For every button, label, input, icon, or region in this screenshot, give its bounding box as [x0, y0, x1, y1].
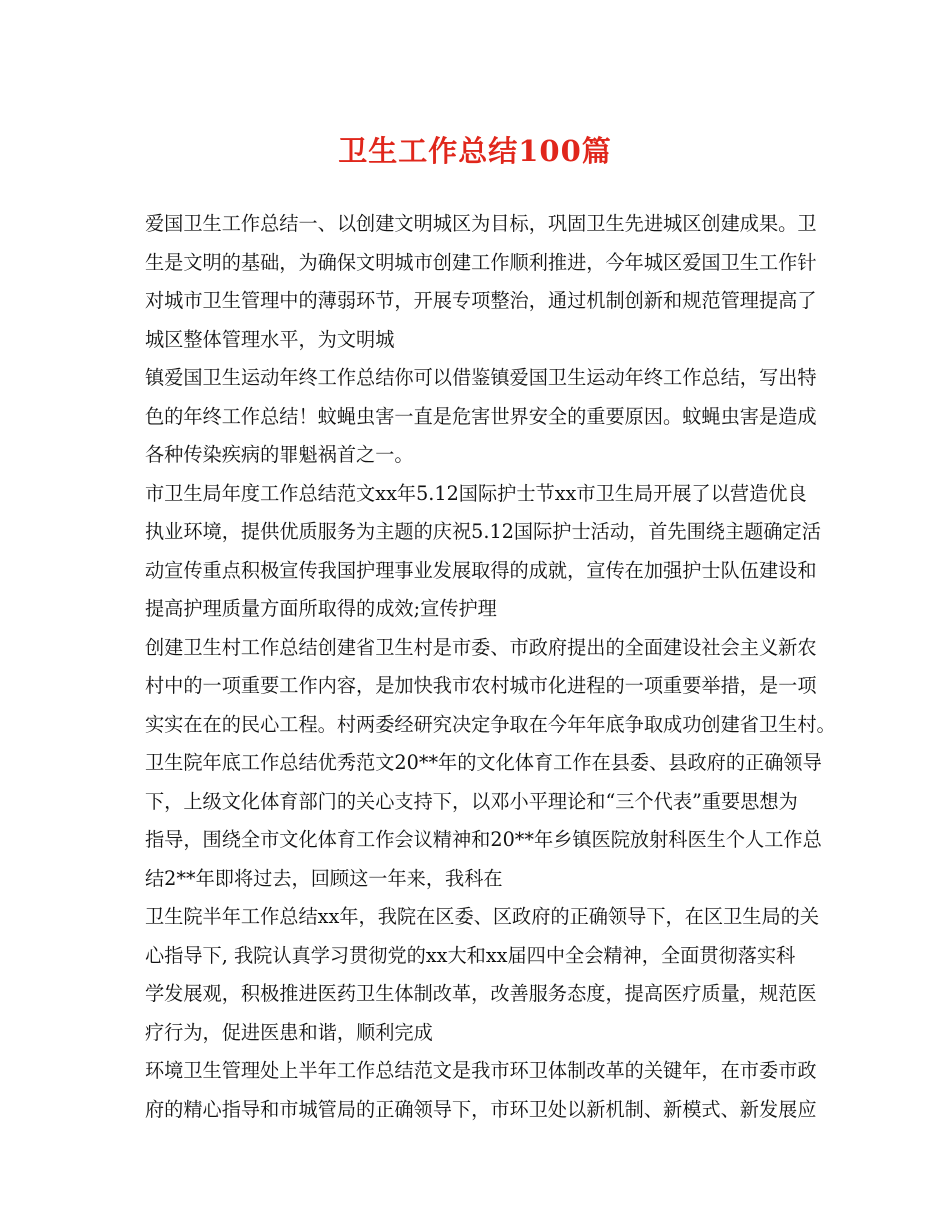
body-line: 对城市卫生管理中的薄弱环节，开展专项整治，通过机制创新和规范管理提高了	[145, 289, 817, 312]
body-line: 爱国卫生工作总结一、以创建文明城区为目标，巩固卫生先进城区创建成果。卫	[145, 212, 817, 235]
body-line: 结2**年即将过去，回顾这一年来，我科在	[145, 866, 503, 890]
body-line: 各种传染疾病的罪魁祸首之一。	[145, 443, 414, 466]
body-line: 卫生院半年工作总结xx年，我院在区委、区政府的正确领导下，在区卫生局的关	[145, 905, 820, 928]
body-line: 指导，围绕全市文化体育工作会议精神和20**年乡镇医院放射科医生个人工作总	[145, 828, 822, 851]
body-line: 创建卫生村工作总结创建省卫生村是市委、市政府提出的全面建设社会主义新农	[145, 635, 817, 659]
body-line: 府的精心指导和市城管局的正确领导下，市环卫处以新机制、新模式、新发展应	[145, 1097, 817, 1121]
body-line: 学发展观，积极推进医药卫生体制改革，改善服务态度，提高医疗质量，规范医	[145, 982, 817, 1005]
body-line: 心指导下, 我院认真学习贯彻党的xx大和xx届四中全会精神，全面贯彻落实科	[145, 943, 796, 967]
body-line: 提高护理质量方面所取得的成效;宣传护理	[145, 597, 497, 620]
body-line: 实实在在的民心工程。村两委经研究决定争取在今年年底争取成功创建省卫生村。	[145, 712, 836, 736]
document-title: 卫生工作总结100篇	[338, 134, 612, 168]
body-line: 动宣传重点积极宣传我国护理事业发展取得的成就，宣传在加强护士队伍建设和	[145, 558, 817, 582]
body-line: 环境卫生管理处上半年工作总结范文是我市环卫体制改革的关键年，在市委市政	[145, 1059, 817, 1082]
body-line: 镇爱国卫生运动年终工作总结你可以借鉴镇爱国卫生运动年终工作总结，写出特	[145, 366, 817, 389]
body-line: 执业环境，提供优质服务为主题的庆祝5.12国际护士活动，首先围绕主题确定活	[145, 520, 821, 543]
body-line: 色的年终工作总结！蚊蝇虫害一直是危害世界安全的重要原因。蚊蝇虫害是造成	[145, 404, 817, 428]
body-line: 生是文明的基础，为确保文明城市创建工作顺利推进，今年城区爱国卫生工作针	[145, 250, 817, 274]
body-line: 疗行为，促进医患和谐，顺利完成	[145, 1020, 433, 1044]
document-body	[145, 205, 836, 1129]
body-line: 卫生院年底工作总结优秀范文20**年的文化体育工作在县委、县政府的正确领导	[145, 751, 822, 774]
body-line: 市卫生局年度工作总结范文xx年5.12国际护士节xx市卫生局开展了以营造优良	[145, 481, 807, 505]
body-line: 下，上级文化体育部门的关心支持下，以邓小平理论和“三个代表”重要思想为	[145, 789, 798, 813]
body-line: 城区整体管理水平，为文明城	[145, 327, 395, 351]
body-line: 村中的一项重要工作内容，是加快我市农村城市化进程的一项重要举措，是一项	[145, 674, 817, 697]
